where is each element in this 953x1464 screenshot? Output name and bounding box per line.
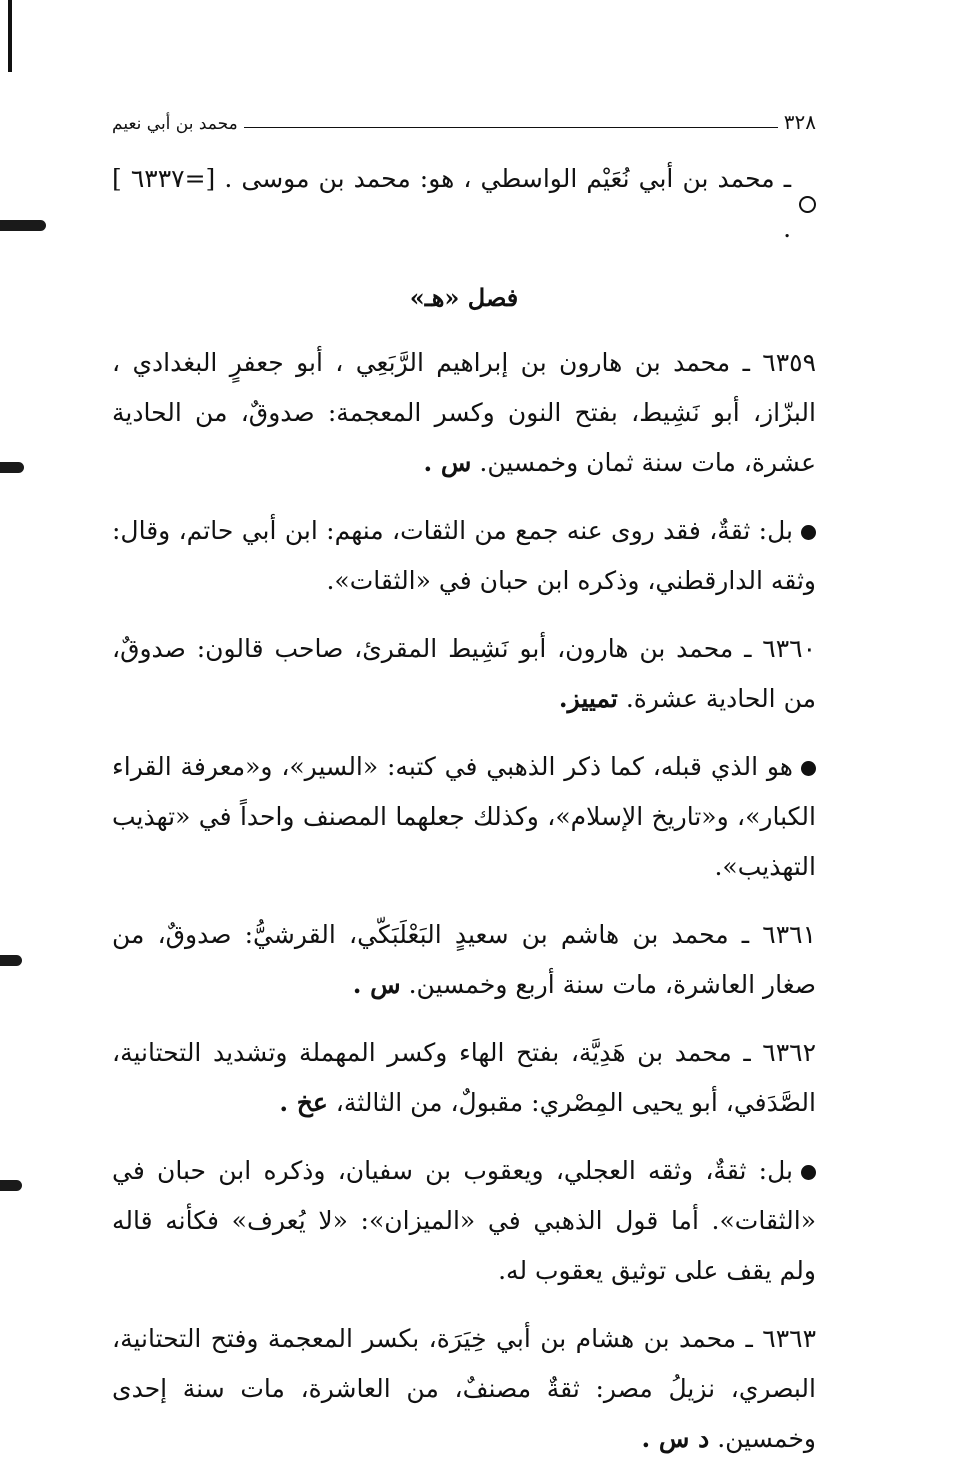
entry-6363: [112, 1314, 816, 1464]
entry-code: س .: [352, 970, 401, 999]
comment-text: هو الذي قبله، كما ذكر الذهبي في كتبه: «السير»، و«معرفة القراء الكبار»، و«تاريخ الإسلام»، وكذلك جعلهما المصنف واحداً في «تهذيب التهذيب».: [112, 752, 816, 881]
entry-6361: [112, 910, 816, 1010]
entry-6359: [112, 338, 816, 488]
margin-mark: [0, 220, 46, 231]
running-title: محمد بن أبي نعيم: [112, 114, 238, 134]
entry-code: س .: [423, 448, 472, 477]
running-header: [112, 104, 816, 134]
entry-text: ٦٣٦٣ ـ محمد بن هشام بن أبي خِيَرَة، بكسر المعجمة وفتح التحتانية، البصري، نزيلُ مصر: ثقةٌ مصنفٌ، من العاشرة، مات سنة إحدى وخمسين.: [112, 1324, 816, 1453]
entry-code: د س .: [641, 1424, 710, 1453]
entry-text: ٦٣٦٢ ـ محمد بن هَدِيَّة، بفتح الهاء وكسر المهملة وتشديد التحتانية، الصَّدَفي، أبو يحيى المِصْري: مقبولٌ، من الثالثة،: [112, 1038, 816, 1117]
margin-mark: [0, 1180, 22, 1191]
bullet-icon: [801, 525, 816, 540]
crossref-entry: [112, 154, 816, 254]
bullet-icon: [801, 761, 816, 776]
margin-bar: [8, 0, 12, 72]
comment-6359: [112, 506, 816, 606]
entry-text: ٦٣٥٩ ـ محمد بن هارون بن إبراهيم الرَّبَعِي ، أبو جعفرٍ البغدادي ، البزّاز، أبو نَشِيط، بفتح النون وكسر المعجمة: صدوقٌ، من الحادية عشرة، مات سنة ثمان وخمسين.: [112, 348, 816, 477]
bullet-icon: [801, 1165, 816, 1180]
comment-text: بل: ثقةٌ، وثقه العجلي، ويعقوب بن سفيان، وذكره ابن حبان في «الثقات». أما قول الذهبي في «الميزان»: «لا يُعرف» فكأنه قاله ولم يقف على توثيق يعقوب له.: [112, 1156, 816, 1285]
entry-text: ٦٣٦١ ـ محمد بن هاشم بن سعيدٍ البَعْلَبَكّي، القرشيُّ: صدوقٌ، من صغار العاشرة، مات سنة أربع وخمسين.: [112, 920, 816, 999]
section-title: فصل «هـ»: [409, 283, 519, 312]
margin-mark: [0, 462, 24, 473]
comment-6360: [112, 742, 816, 892]
comment-text: بل: ثقةٌ، فقد روى عنه جمع من الثقات، منهم: ابن أبي حاتم، وقال: وثقه الدارقطني، وذكره ابن حبان في «الثقات».: [112, 516, 816, 595]
entry-6360: [112, 624, 816, 724]
entry-code: تمييز.: [558, 684, 618, 713]
margin-mark: [0, 955, 22, 966]
circle-marker-icon: [799, 196, 816, 213]
comment-6362: [112, 1146, 816, 1296]
entry-6362: [112, 1028, 816, 1128]
entry-code: عخ .: [279, 1088, 328, 1117]
crossref-text: ـ محمد بن أبي نُعَيْم الواسطي ، هو: محمد بن موسى . [=٦٣٣٧ ] .: [112, 164, 792, 243]
entry-text: ٦٣٦٠ ـ محمد بن هارون، أبو نَشِيط المقرئ، صاحب قالون: صدوقٌ، من الحادية عشرة.: [112, 634, 816, 713]
page-number: ٣٢٨: [783, 110, 816, 134]
header-rule: [244, 127, 778, 128]
page-body: [112, 104, 816, 1464]
